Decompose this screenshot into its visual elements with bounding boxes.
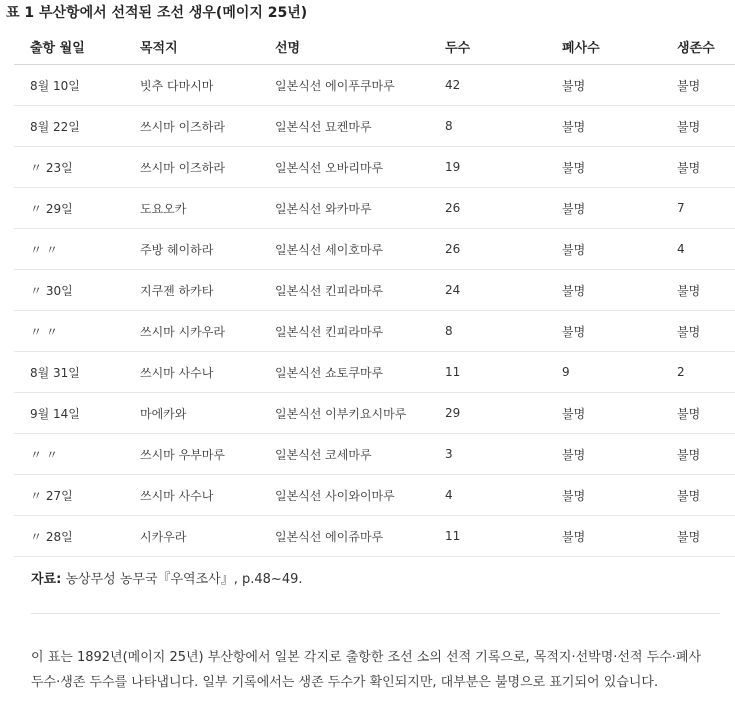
cell-ship-name: 일본식선 에이쥬마루 [259,516,429,557]
cell-ship-name: 일본식선 사이와이마루 [259,475,429,516]
cell-survivors: 불명 [661,147,735,188]
table-row [14,188,735,229]
cell-deaths: 불명 [546,393,661,434]
cell-head-count: 11 [429,516,546,557]
cell-ship-name: 일본식선 묘켄마루 [259,106,429,147]
cell-deaths: 불명 [546,147,661,188]
divider [31,613,720,614]
cell-deaths: 불명 [546,229,661,270]
cell-ship-name: 일본식선 코세마루 [259,434,429,475]
cell-head-count: 11 [429,352,546,393]
cell-survivors: 4 [661,229,735,270]
source-label: 자료: [31,572,62,587]
cell-head-count: 29 [429,393,546,434]
cell-ship-name: 일본식선 와카마루 [259,188,429,229]
cell-head-count: 8 [429,311,546,352]
cell-deaths: 불명 [546,434,661,475]
cell-destination: 쓰시마 사수나 [124,352,259,393]
cell-head-count: 3 [429,434,546,475]
header-row [14,28,735,65]
cell-destination: 쓰시마 우부마루 [124,434,259,475]
table-title: 표 1 부산항에서 선적된 조선 생우(메이지 25년) [6,5,308,21]
cell-survivors: 불명 [661,106,735,147]
cell-ship-name: 일본식선 쇼토쿠마루 [259,352,429,393]
cell-date: 〃 30일 [14,270,124,311]
cell-head-count: 26 [429,229,546,270]
cell-destination: 도요오카 [124,188,259,229]
cell-survivors: 7 [661,188,735,229]
cell-date: 9월 14일 [14,393,124,434]
cell-destination: 빗추 다마시마 [124,65,259,106]
cell-destination: 지쿠젠 하카타 [124,270,259,311]
header-survivors: 생존수 [661,28,735,65]
cell-deaths: 불명 [546,516,661,557]
header-date: 출항 월일 [14,28,124,65]
shipment-table [14,28,735,557]
cell-head-count: 42 [429,65,546,106]
table-row [14,475,735,516]
cell-deaths: 불명 [546,270,661,311]
cell-survivors: 불명 [661,516,735,557]
cell-date: 〃 〃 [14,229,124,270]
cell-destination: 주방 헤이하라 [124,229,259,270]
source-text: 농상무성 농무국『우역조사』, p.48~49. [61,572,303,587]
cell-deaths: 9 [546,352,661,393]
cell-date: 〃 〃 [14,311,124,352]
cell-survivors: 불명 [661,475,735,516]
cell-survivors: 불명 [661,393,735,434]
cell-survivors: 불명 [661,65,735,106]
cell-deaths: 불명 [546,188,661,229]
table-row [14,270,735,311]
header-head-count: 두수 [429,28,546,65]
table-row [14,352,735,393]
cell-date: 〃 23일 [14,147,124,188]
cell-ship-name: 일본식선 킨피라마루 [259,270,429,311]
cell-destination: 마에카와 [124,393,259,434]
cell-destination: 쓰시마 시카우라 [124,311,259,352]
cell-date: 〃 27일 [14,475,124,516]
table-description: 이 표는 1892년(메이지 25년) 부산항에서 일본 각지로 출항한 조선 소의 선적 기록으로, 목적지·선박명·선적 두수·폐사 두수·생존 두수를 나타냅니다. 일부 기록에서는 생존 두수가 확인되지만, 대부분은 불명으로 표기되어 있습니다. [31,650,702,690]
cell-date: 8월 10일 [14,65,124,106]
cell-head-count: 4 [429,475,546,516]
table-row [14,393,735,434]
cell-deaths: 불명 [546,106,661,147]
header-ship-name: 선명 [259,28,429,65]
table-row [14,516,735,557]
table-row [14,65,735,106]
cell-deaths: 불명 [546,475,661,516]
cell-destination: 쓰시마 사수나 [124,475,259,516]
header-destination: 목적지 [124,28,259,65]
table-row [14,147,735,188]
cell-date: 〃 28일 [14,516,124,557]
cell-destination: 시카우라 [124,516,259,557]
cell-ship-name: 일본식선 이부키요시마루 [259,393,429,434]
cell-deaths: 불명 [546,65,661,106]
cell-date: 8월 22일 [14,106,124,147]
cell-ship-name: 일본식선 오바리마루 [259,147,429,188]
cell-ship-name: 일본식선 킨피라마루 [259,311,429,352]
cell-head-count: 26 [429,188,546,229]
table-body [14,65,735,557]
cell-survivors: 불명 [661,311,735,352]
cell-survivors: 2 [661,352,735,393]
cell-head-count: 8 [429,106,546,147]
table-row [14,229,735,270]
cell-deaths: 불명 [546,311,661,352]
source-citation [31,568,303,587]
header-deaths: 폐사수 [546,28,661,65]
cell-ship-name: 일본식선 에이푸쿠마루 [259,65,429,106]
cell-destination: 쓰시마 이즈하라 [124,106,259,147]
cell-date: 〃 29일 [14,188,124,229]
cell-head-count: 24 [429,270,546,311]
cell-survivors: 불명 [661,270,735,311]
cell-survivors: 불명 [661,434,735,475]
cell-date: 〃 〃 [14,434,124,475]
cell-head-count: 19 [429,147,546,188]
table-row [14,311,735,352]
cell-ship-name: 일본식선 세이호마루 [259,229,429,270]
table-row [14,106,735,147]
cell-destination: 쓰시마 이즈하라 [124,147,259,188]
table-row [14,434,735,475]
cell-date: 8월 31일 [14,352,124,393]
